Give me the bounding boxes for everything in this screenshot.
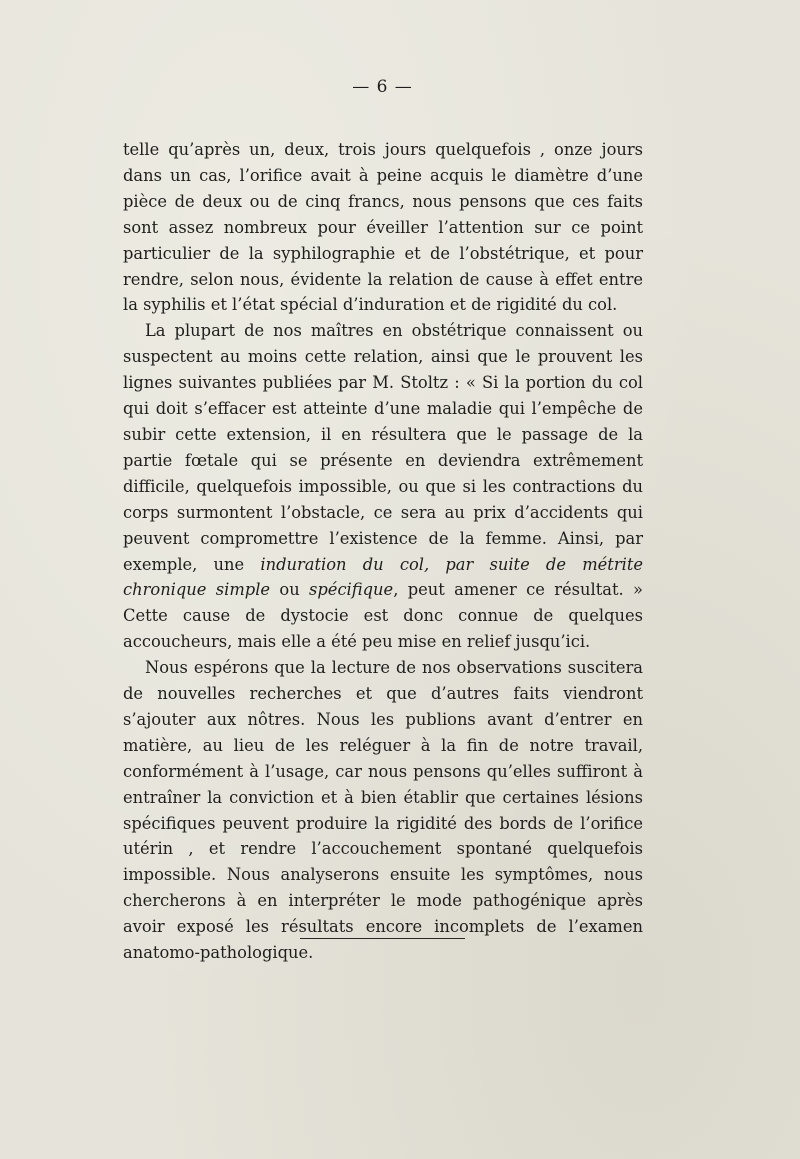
italic-text: induration du col, par suite de métrite chronique simple (123, 554, 643, 600)
text-run: La plupart de nos maîtres en obstétrique connaissent ou suspectent au moins cette relation, ainsi que le prouvent les lignes suivantes publiées par M. Stoltz : « Si la portion du col qui doit s’effacer est atteinte d’une maladie qui l’empêche de subir cette extension, il en résultera que le passage de la partie fœtale qui se présente en deviendra extrêmement difficile, quelquefois impossible, ou que si les contractions du corps surmontent l’obstacle, ce sera au prix d’accidents qui peuvent compromettre l’existence de la femme. Ainsi, par exemple, une (123, 321, 643, 574)
italic-text: spécifique (309, 580, 394, 600)
section-divider (300, 938, 465, 939)
body-text (123, 137, 643, 966)
text-run: Nous espérons que la lecture de nos observations suscitera de nouvelles recherches et que d’autres faits viendront s’ajouter aux nôtres. Nous les publions avant d’entrer en matière, au lieu de les reléguer à la fin de notre travail, conformément à l’usage, car nous pensons qu’elles suffiront à entraîner la conviction et à bien établir que certaines lésions spécifiques peuvent produire la rigidité des bords de l’orifice utérin , et rendre l’accouchement spontané quelquefois impossible. Nous analyserons ensuite les symptômes, nous chercherons à en interpréter le mode pathogénique après avoir exposé les résultats encore incomplets de l’examen anatomo-pathologique. (123, 658, 643, 963)
text-run: telle qu’après un, deux, trois jours quelquefois , onze jours dans un cas, l’orifice avait à peine acquis le diamètre d’une pièce de deux ou de cinq francs, nous pensons que ces faits sont assez nombreux pour éveiller l’attention sur ce point particulier de la syphilographie et de l’obstétrique, et pour rendre, selon nous, évidente la relation de cause à effet entre la syphilis et l’état spécial d’induration et de rigidité du col. (123, 140, 643, 315)
paragraph (123, 137, 643, 318)
page-number: — 6 — (352, 77, 413, 97)
paragraph (123, 318, 643, 655)
text-run: ou (270, 580, 310, 600)
paragraph (123, 655, 643, 966)
text-run: , peut amener ce résultat. » Cette cause de dystocie est donc connue de quelques accoucheurs, mais elle a été peu mise en relief jusqu’ici. (123, 580, 643, 652)
